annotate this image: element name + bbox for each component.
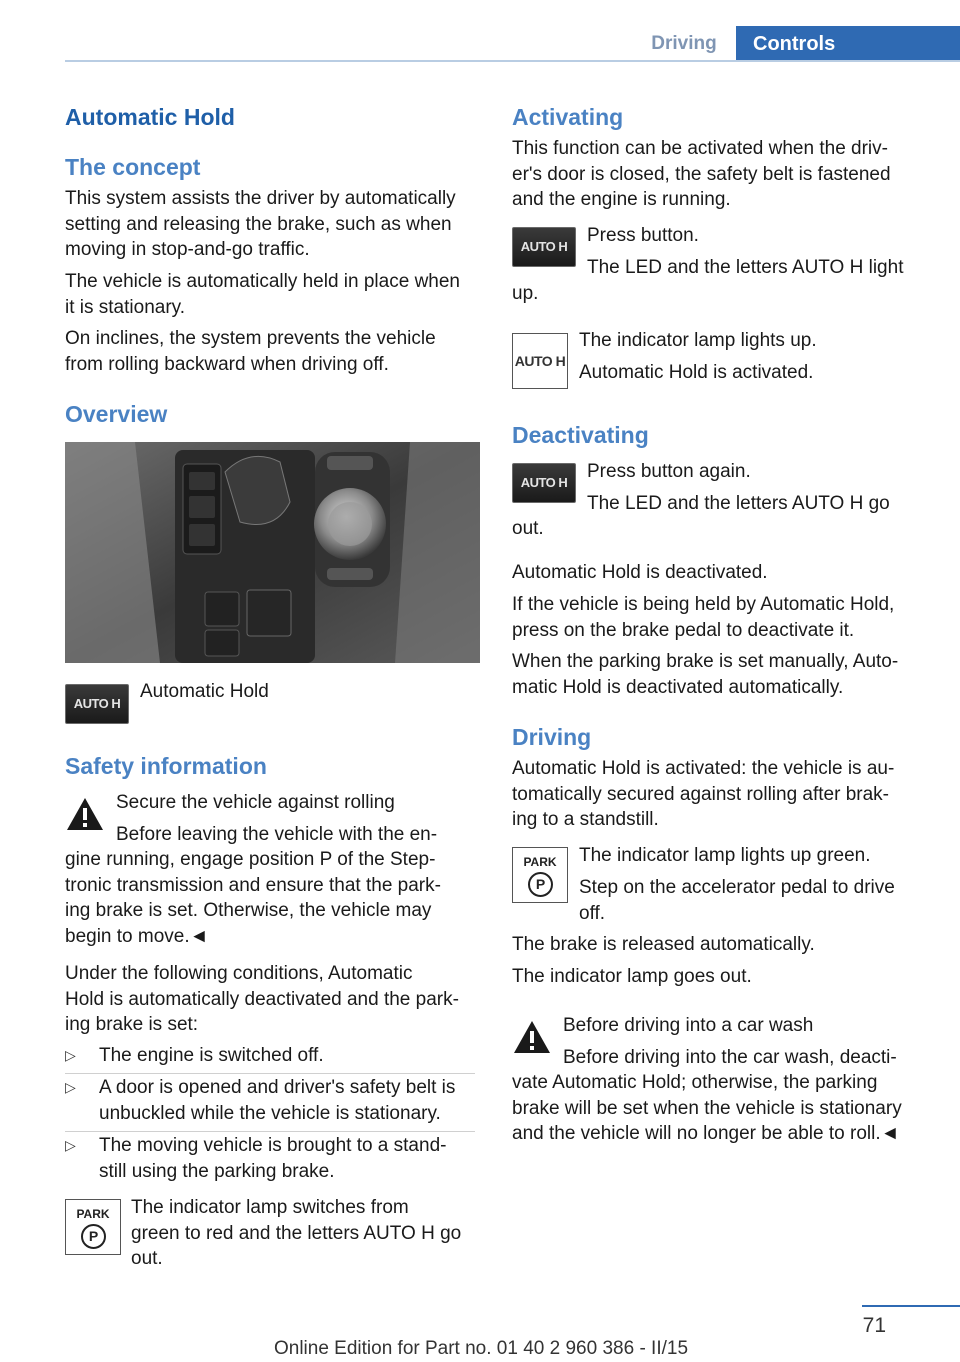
led-out-line-1: The LED and the letters AUTO H go — [587, 493, 890, 514]
auto-h-button-icon: AUTO H — [512, 463, 576, 503]
press-again-text: Press button again. — [587, 461, 751, 482]
park-lamp-icon: PARK P — [65, 1199, 121, 1255]
auto-h-button-icon: AUTO H — [65, 684, 129, 724]
safety-rest: gine running, engage position P of the Step- tronic transmission and ensure that the park- ing brake is set. Otherwise, the vehicle may begin to move.◄ — [65, 849, 441, 947]
activating-paragraph: This function can be activated when the driv- er's door is closed, the safety belt is fastened and the engine is running. — [512, 138, 891, 210]
concept-heading: The concept — [65, 154, 201, 180]
carwash-rest: vate Automatic Hold; otherwise, the parking brake will be set when the vehicle is stationary and the vehicle will no longer be able to roll.◄ — [512, 1072, 902, 1144]
manual-paragraph: When the parking brake is set manually, Auto- matic Hold is deactivated automatically. — [512, 651, 899, 698]
park-lamp-icon: PARK P — [512, 847, 568, 903]
led-out-line-2: out. — [512, 518, 544, 539]
page-number: 71 — [862, 1314, 886, 1337]
concept-paragraph-2: The vehicle is automatically held in place when it is stationary. — [65, 271, 460, 318]
list-bullet-icon: ▷ — [65, 1137, 76, 1153]
edition-info: Online Edition for Part no. 01 40 2 960 386 - II/15 — [273, 1338, 689, 1359]
carwash-title: Before driving into a car wash — [563, 1015, 814, 1036]
footer-rule — [862, 1305, 960, 1307]
header-rule — [65, 60, 960, 62]
carwash-line-1: Before driving into the car wash, deacti- — [563, 1047, 897, 1068]
list-divider — [65, 1073, 475, 1074]
list-bullet-icon: ▷ — [65, 1047, 76, 1063]
conditions-intro: Under the following conditions, Automatic Hold is automatically deactivated and the park- ing brake is set: — [65, 963, 459, 1035]
list-divider — [65, 1131, 475, 1132]
list-item: A door is opened and driver's safety belt is unbuckled while the vehicle is stationary. — [99, 1077, 456, 1124]
concept-paragraph-3: On inclines, the system prevents the vehicle from rolling backward when driving off. — [65, 328, 436, 375]
deactivating-heading: Deactivating — [512, 422, 649, 448]
warning-triangle-icon — [65, 796, 105, 832]
driving-paragraph: Automatic Hold is activated: the vehicle is au- tomatically secured against rolling after brak- ing to a standstill. — [512, 758, 895, 830]
overview-caption: Automatic Hold — [140, 681, 269, 702]
press-button-text: Press button. — [587, 225, 699, 246]
auto-h-lamp-icon: AUTO H — [512, 333, 568, 389]
driving-heading: Driving — [512, 724, 592, 750]
deactivated-text: Automatic Hold is deactivated. — [512, 562, 768, 583]
held-paragraph: If the vehicle is being held by Automatic Hold, press on the brake pedal to deactivate it. — [512, 594, 895, 641]
led-text-line-1: The LED and the letters AUTO H light — [587, 257, 904, 278]
park-lamp-text: The indicator lamp switches from green to red and the letters AUTO H go out. — [131, 1197, 462, 1269]
safety-line-1: Before leaving the vehicle with the en- — [116, 824, 438, 845]
activating-heading: Activating — [512, 104, 624, 130]
list-bullet-icon: ▷ — [65, 1079, 76, 1095]
safety-title: Secure the vehicle against rolling — [116, 792, 395, 813]
header-section: Driving — [651, 33, 717, 54]
overview-heading: Overview — [65, 401, 168, 427]
accelerator-text: Step on the accelerator pedal to drive off. — [579, 877, 895, 924]
warning-triangle-icon — [512, 1019, 552, 1055]
auto-h-button-icon: AUTO H — [512, 227, 576, 267]
console-illustration — [65, 442, 480, 663]
lamp-lights-text: The indicator lamp lights up. — [579, 330, 817, 351]
safety-heading: Safety information — [65, 753, 267, 779]
brake-released-text: The brake is released automatically. — [512, 934, 815, 955]
green-lamp-text: The indicator lamp lights up green. — [579, 845, 871, 866]
console-photo — [65, 442, 480, 663]
list-item: The engine is switched off. — [99, 1045, 324, 1066]
list-item: The moving vehicle is brought to a stand- still using the parking brake. — [99, 1135, 447, 1182]
led-text-line-2: up. — [512, 283, 539, 304]
page-title: Automatic Hold — [65, 104, 235, 130]
lamp-goes-out-text: The indicator lamp goes out. — [512, 966, 752, 987]
lamp-activated-text: Automatic Hold is activated. — [579, 362, 814, 383]
concept-paragraph-1: This system assists the driver by automatically setting and releasing the brake, such as when moving in stop-and-go traffic. — [65, 188, 456, 260]
header-chapter: Controls — [736, 26, 960, 62]
